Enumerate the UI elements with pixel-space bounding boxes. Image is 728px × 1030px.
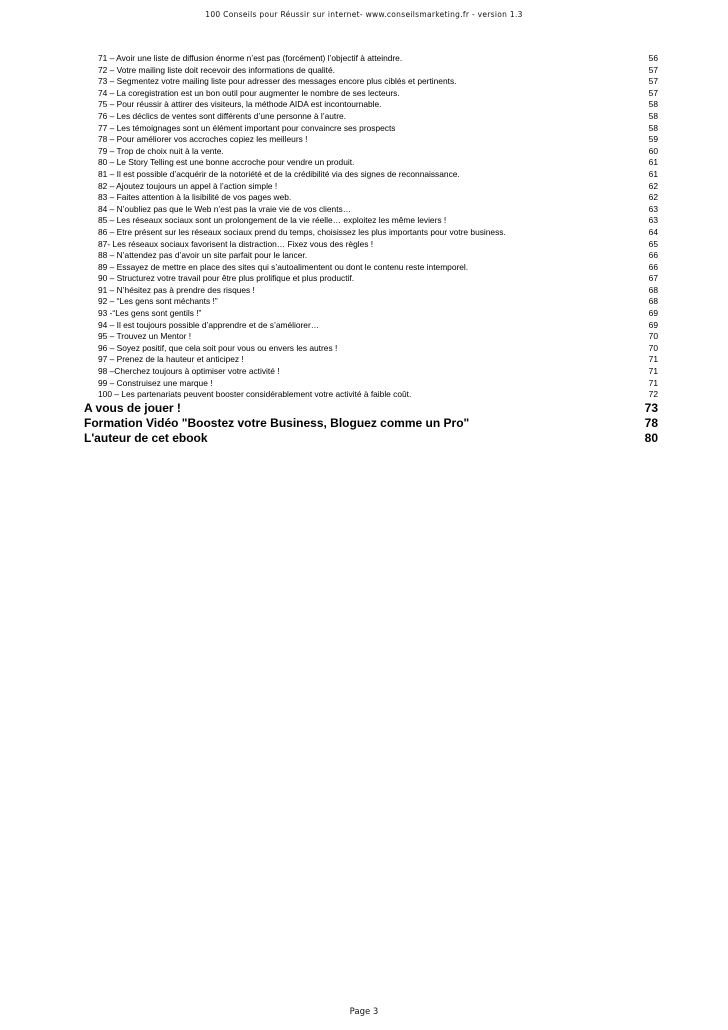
toc-entry-page-number: 73	[644, 400, 658, 415]
toc-entry[interactable]	[84, 181, 658, 193]
toc-entry-title: 99 – Construisez une marque !	[98, 377, 213, 388]
toc-entry[interactable]	[84, 239, 658, 251]
toc-entry-page-number: 78	[644, 415, 658, 430]
toc-entry-title: Formation Vidéo "Boostez votre Business, Bloguez comme un Pro"	[84, 415, 470, 430]
toc-entry[interactable]	[84, 123, 658, 135]
toc-entry-title: 88 – N’attendez pas d’avoir un site parfait pour le lancer.	[98, 250, 308, 261]
table-of-contents	[84, 53, 658, 446]
toc-entry-title: 95 – Trouvez un Mentor !	[98, 331, 192, 342]
toc-entry-page-number: 71	[648, 377, 658, 388]
toc-entry[interactable]	[84, 215, 658, 227]
toc-entry[interactable]	[84, 76, 658, 88]
toc-entry-title: 100 – Les partenariats peuvent booster considérablement votre activité à faible coût.	[98, 389, 412, 400]
toc-sections	[84, 401, 658, 446]
toc-entry-title: 85 – Les réseaux sociaux sont un prolongement de la vie réelle… exploitez les même leviers !	[98, 215, 447, 226]
toc-entry[interactable]	[84, 296, 658, 308]
toc-section[interactable]	[84, 416, 658, 431]
toc-entry[interactable]	[84, 389, 658, 401]
toc-entry-page-number: 69	[648, 308, 658, 319]
toc-entry-title: 77 – Les témoignages sont un élément important pour convaincre ses prospects	[98, 122, 396, 133]
toc-entry-title: 76 – Les déclics de ventes sont différents d’une personne à l’autre.	[98, 110, 346, 121]
toc-entry-page-number: 71	[648, 354, 658, 365]
toc-section[interactable]	[84, 431, 658, 446]
toc-entry-title: 83 – Faites attention à la lisibilité de vos pages web.	[98, 192, 292, 203]
toc-entry-title: 98 –Cherchez toujours à optimiser votre activité !	[98, 366, 280, 377]
toc-entry-page-number: 61	[648, 168, 658, 179]
toc-entry-title: 90 – Structurez votre travail pour être plus prolifique et plus productif.	[98, 273, 355, 284]
toc-entry[interactable]	[84, 111, 658, 123]
toc-entry-page-number: 63	[648, 215, 658, 226]
toc-entry-title: L'auteur de cet ebook	[84, 430, 208, 445]
toc-entry-page-number: 68	[648, 296, 658, 307]
toc-entries	[84, 53, 658, 401]
toc-entry-page-number: 69	[648, 319, 658, 330]
toc-entry-title: 89 – Essayez de mettre en place des sites qui s’autoalimentent ou dont le contenu reste intemporel.	[98, 261, 469, 272]
toc-entry[interactable]	[84, 134, 658, 146]
toc-entry-title: 81 – Il est possible d’acquérir de la notoriété et de la crédibilité via des signes de reconnaissance.	[98, 168, 460, 179]
toc-entry-title: 82 – Ajoutez toujours un appel à l’action simple !	[98, 180, 278, 191]
toc-entry[interactable]	[84, 250, 658, 262]
toc-entry[interactable]	[84, 262, 658, 274]
toc-entry-page-number: 62	[648, 192, 658, 203]
toc-entry-title: 72 – Votre mailing liste doit recevoir des informations de qualité.	[98, 64, 335, 75]
toc-entry[interactable]	[84, 227, 658, 239]
toc-entry-page-number: 58	[648, 99, 658, 110]
toc-entry-page-number: 70	[648, 331, 658, 342]
toc-entry[interactable]	[84, 343, 658, 355]
toc-entry-page-number: 61	[648, 157, 658, 168]
toc-entry-title: 92 – “Les gens sont méchants !”	[98, 296, 218, 307]
toc-entry-page-number: 60	[648, 145, 658, 156]
toc-entry-title: A vous de jouer !	[84, 400, 181, 415]
toc-entry-page-number: 68	[648, 284, 658, 295]
toc-entry-page-number: 80	[644, 430, 658, 445]
toc-entry[interactable]	[84, 354, 658, 366]
toc-entry-page-number: 58	[648, 122, 658, 133]
toc-entry-page-number: 70	[648, 342, 658, 353]
toc-entry[interactable]	[84, 157, 658, 169]
toc-entry-title: 94 – Il est toujours possible d’apprendre et de s’améliorer…	[98, 319, 320, 330]
toc-entry[interactable]	[84, 204, 658, 216]
toc-entry-title: 78 – Pour améliorer vos accroches copiez les meilleurs !	[98, 134, 308, 145]
toc-entry-page-number: 66	[648, 261, 658, 272]
toc-entry-page-number: 62	[648, 180, 658, 191]
toc-entry-page-number: 66	[648, 250, 658, 261]
toc-entry[interactable]	[84, 285, 658, 297]
toc-section[interactable]	[84, 401, 658, 416]
toc-entry[interactable]	[84, 320, 658, 332]
toc-entry[interactable]	[84, 366, 658, 378]
toc-entry-page-number: 59	[648, 134, 658, 145]
toc-entry-title: 93 -“Les gens sont gentils !”	[98, 308, 202, 319]
toc-entry-title: 96 – Soyez positif, que cela soit pour vous ou envers les autres !	[98, 342, 338, 353]
toc-entry-page-number: 63	[648, 203, 658, 214]
toc-entry-title: 87- Les réseaux sociaux favorisent la distraction… Fixez vous des règles !	[98, 238, 374, 249]
toc-entry[interactable]	[84, 65, 658, 77]
toc-entry-page-number: 72	[648, 389, 658, 400]
toc-entry-title: 73 – Segmentez votre mailing liste pour adresser des messages encore plus ciblés et pertinents.	[98, 76, 457, 87]
toc-entry-title: 75 – Pour réussir à attirer des visiteurs, la méthode AIDA est incontournable.	[98, 99, 382, 110]
toc-entry[interactable]	[84, 146, 658, 158]
toc-entry-title: 84 – N’oubliez pas que le Web n’est pas la vraie vie de vos clients…	[98, 203, 352, 214]
toc-entry[interactable]	[84, 99, 658, 111]
toc-entry[interactable]	[84, 88, 658, 100]
toc-entry-title: 86 – Etre présent sur les réseaux sociaux prend du temps, choisissez les plus importants pour votre business.	[98, 226, 506, 237]
toc-entry-page-number: 57	[648, 87, 658, 98]
toc-entry-title: 71 – Avoir une liste de diffusion énorme n’est pas (forcément) l’objectif à atteindre.	[98, 53, 403, 63]
toc-entry[interactable]	[84, 331, 658, 343]
toc-entry-page-number: 71	[648, 366, 658, 377]
toc-entry[interactable]	[84, 378, 658, 390]
toc-entry[interactable]	[84, 308, 658, 320]
toc-entry-page-number: 67	[648, 273, 658, 284]
toc-entry-page-number: 57	[648, 64, 658, 75]
page-header: 100 Conseils pour Réussir sur internet- www.conseilsmarketing.fr - version 1.3	[205, 10, 523, 19]
toc-entry-page-number: 65	[648, 238, 658, 249]
toc-entry[interactable]	[84, 192, 658, 204]
toc-entry[interactable]	[84, 53, 658, 65]
toc-entry-title: 74 – La coregistration est un bon outil pour augmenter le nombre de ses lecteurs.	[98, 87, 400, 98]
toc-entry-page-number: 56	[648, 53, 658, 63]
toc-entry-page-number: 64	[648, 226, 658, 237]
toc-entry-title: 91 – N’hésitez pas à prendre des risques !	[98, 284, 255, 295]
toc-entry-page-number: 58	[648, 110, 658, 121]
toc-entry-title: 97 – Prenez de la hauteur et anticipez !	[98, 354, 244, 365]
toc-entry-title: 79 – Trop de choix nuit à la vente.	[98, 145, 224, 156]
toc-entry[interactable]	[84, 169, 658, 181]
toc-entry[interactable]	[84, 273, 658, 285]
toc-entry-page-number: 57	[648, 76, 658, 87]
page-number: Page 3	[349, 1007, 379, 1017]
toc-entry-title: 80 – Le Story Telling est une bonne accroche pour vendre un produit.	[98, 157, 355, 168]
